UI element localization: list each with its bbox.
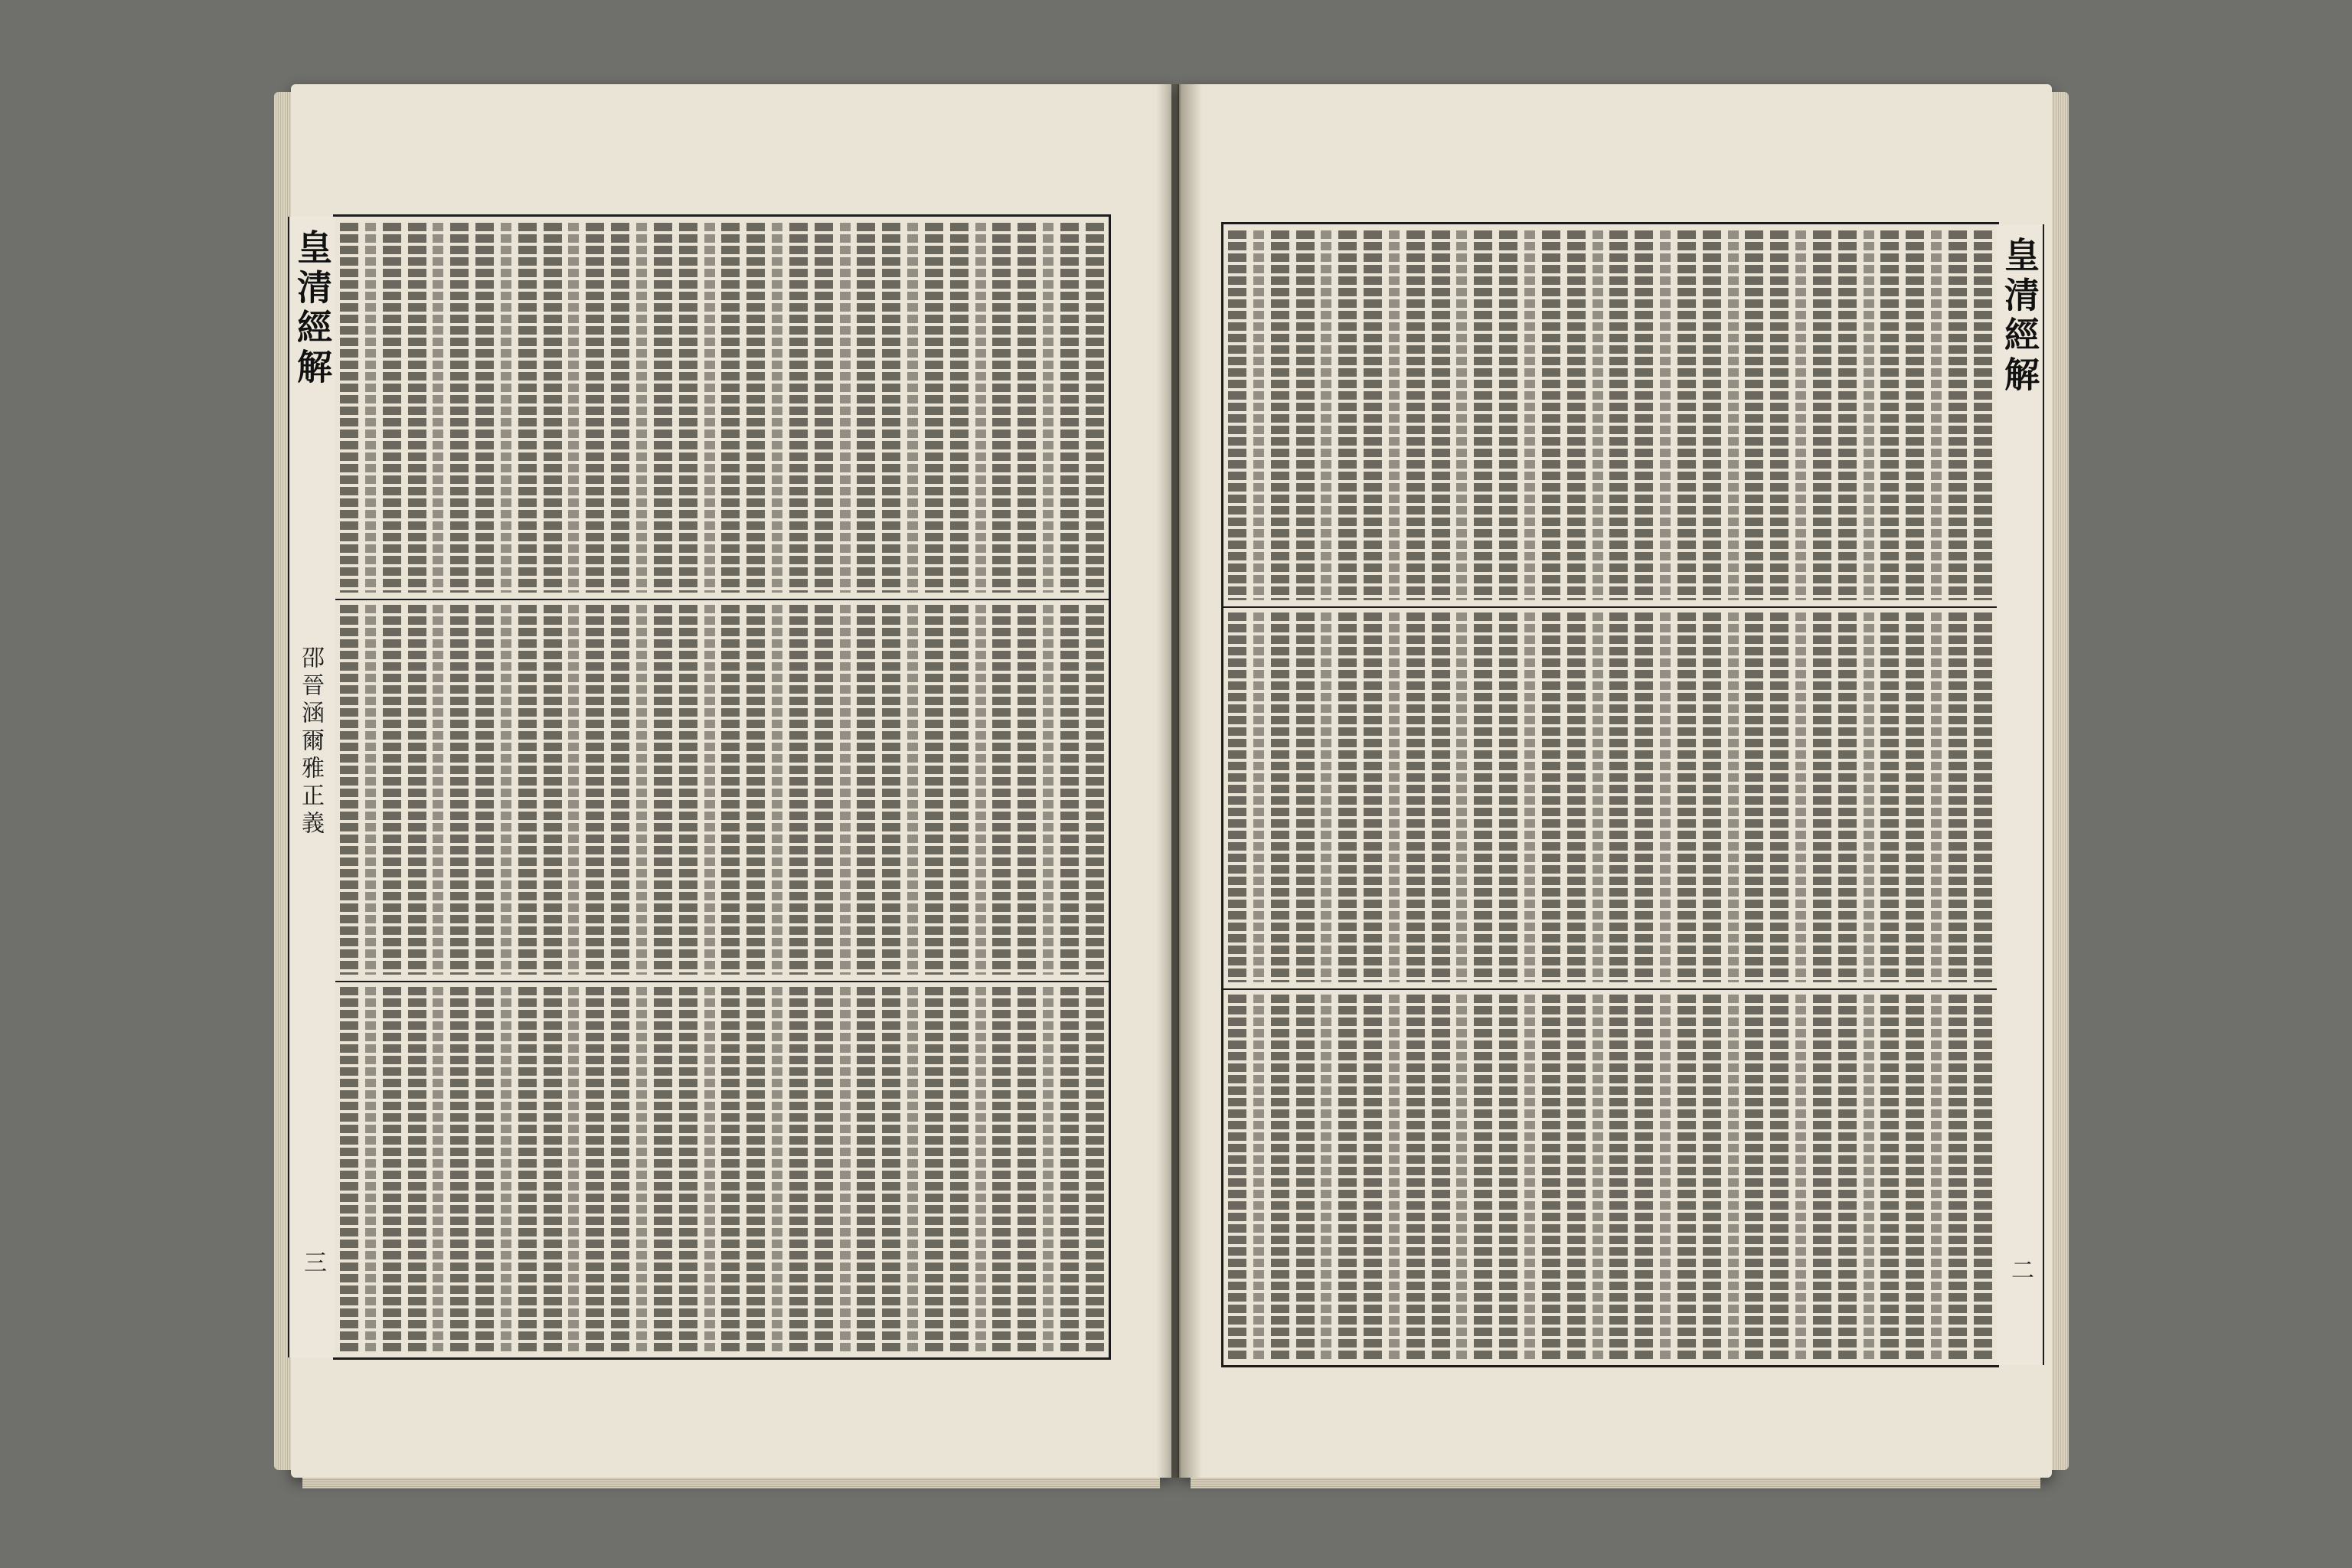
text-column <box>789 987 808 1351</box>
text-column <box>475 605 494 975</box>
text-column <box>1728 995 1739 1359</box>
gutter <box>1156 84 1202 1478</box>
right-page-edge <box>2052 92 2069 1470</box>
text-column <box>1364 230 1382 600</box>
text-column <box>586 605 604 975</box>
text-column <box>1228 995 1246 1359</box>
text-column <box>840 987 851 1351</box>
text-column <box>1086 605 1104 975</box>
text-column <box>1338 230 1357 600</box>
text-column <box>1271 612 1289 982</box>
text-column <box>1864 230 1874 600</box>
text-column <box>1609 995 1628 1359</box>
text-column <box>840 223 851 593</box>
text-column <box>1432 230 1450 600</box>
text-column <box>992 987 1011 1351</box>
text-column <box>1931 995 1942 1359</box>
left-folio: 三 <box>299 1250 326 1273</box>
text-column <box>907 987 918 1351</box>
text-column <box>789 605 808 975</box>
text-column <box>1524 612 1535 982</box>
text-column <box>704 987 715 1351</box>
text-column <box>1321 612 1331 982</box>
text-column <box>772 223 782 593</box>
text-column <box>1880 995 1899 1359</box>
text-column <box>1456 995 1467 1359</box>
right-bottom-edge <box>1191 1478 2040 1488</box>
text-column <box>1974 612 1992 982</box>
text-column <box>611 223 629 593</box>
text-column <box>636 987 647 1351</box>
text-column <box>975 223 986 593</box>
right-book-title: 皇清經解 <box>1999 237 2040 396</box>
text-column <box>1060 987 1079 1351</box>
text-column <box>450 987 469 1351</box>
text-column <box>925 223 943 593</box>
text-column <box>721 223 740 593</box>
text-column <box>383 223 401 593</box>
text-column <box>882 223 900 593</box>
text-column <box>1406 612 1425 982</box>
text-column <box>1703 995 1721 1359</box>
text-column <box>1542 612 1560 982</box>
text-column <box>611 605 629 975</box>
text-column <box>815 223 833 593</box>
text-column <box>857 987 875 1351</box>
text-column <box>679 223 697 593</box>
text-column <box>1770 612 1788 982</box>
text-column <box>1745 995 1763 1359</box>
text-column <box>1389 612 1400 982</box>
text-column <box>746 223 765 593</box>
text-column <box>1474 612 1492 982</box>
text-column <box>1677 230 1696 600</box>
text-column <box>1635 230 1653 600</box>
text-column <box>1060 223 1079 593</box>
text-column <box>1321 230 1331 600</box>
text-column <box>1592 612 1603 982</box>
text-column <box>1795 995 1806 1359</box>
text-column <box>1456 230 1467 600</box>
text-column <box>925 987 943 1351</box>
text-column <box>679 987 697 1351</box>
text-column <box>1609 230 1628 600</box>
right-folio: 二 <box>2007 1258 2034 1281</box>
text-column <box>1677 995 1696 1359</box>
open-book <box>291 84 2052 1478</box>
text-column <box>340 605 358 975</box>
text-column <box>636 223 647 593</box>
text-column <box>433 605 443 975</box>
right-band-1 <box>1228 230 1992 600</box>
text-column <box>1432 995 1450 1359</box>
text-column <box>1813 230 1831 600</box>
text-column <box>1228 612 1246 982</box>
text-column <box>1499 230 1517 600</box>
text-column <box>679 605 697 975</box>
text-column <box>1906 612 1924 982</box>
text-column <box>1338 995 1357 1359</box>
text-column <box>1271 230 1289 600</box>
text-column <box>475 987 494 1351</box>
right-title-strip <box>1997 224 2044 1365</box>
text-column <box>568 605 579 975</box>
text-column <box>704 223 715 593</box>
text-column <box>1542 230 1560 600</box>
text-column <box>408 605 426 975</box>
text-column <box>1949 995 1967 1359</box>
text-column <box>950 605 969 975</box>
text-column <box>1906 995 1924 1359</box>
text-column <box>365 987 376 1351</box>
text-column <box>1253 995 1264 1359</box>
text-column <box>1635 612 1653 982</box>
text-column <box>1406 230 1425 600</box>
text-column <box>704 605 715 975</box>
text-column <box>1838 612 1857 982</box>
text-column <box>1864 995 1874 1359</box>
text-column <box>815 605 833 975</box>
text-column <box>857 605 875 975</box>
left-divider-1 <box>335 599 1109 600</box>
text-column <box>1364 995 1382 1359</box>
text-column <box>975 987 986 1351</box>
text-column <box>1813 612 1831 982</box>
text-column <box>586 987 604 1351</box>
text-column <box>1567 230 1586 600</box>
right-divider-2 <box>1223 988 1997 990</box>
left-page <box>291 84 1171 1478</box>
text-column <box>1770 230 1788 600</box>
text-column <box>383 987 401 1351</box>
text-column <box>882 987 900 1351</box>
text-column <box>746 987 765 1351</box>
text-column <box>365 223 376 593</box>
text-column <box>1043 605 1054 975</box>
left-book-title: 皇清經解 <box>292 229 333 388</box>
text-column <box>518 987 537 1351</box>
text-column <box>857 223 875 593</box>
text-column <box>1456 612 1467 982</box>
text-column <box>568 987 579 1351</box>
text-column <box>1086 223 1104 593</box>
text-column <box>1018 987 1036 1351</box>
text-column <box>408 223 426 593</box>
text-column <box>1949 612 1967 982</box>
text-column <box>721 987 740 1351</box>
text-column <box>1745 612 1763 982</box>
text-column <box>882 605 900 975</box>
text-column <box>1253 230 1264 600</box>
right-page <box>1179 84 2052 1478</box>
text-column <box>365 605 376 975</box>
text-column <box>636 605 647 975</box>
text-column <box>1474 995 1492 1359</box>
text-column <box>1880 230 1899 600</box>
text-column <box>340 223 358 593</box>
text-column <box>975 605 986 975</box>
left-text-frame <box>292 214 1111 1360</box>
text-column <box>450 223 469 593</box>
text-column <box>1567 612 1586 982</box>
text-column <box>1931 612 1942 982</box>
text-column <box>1728 612 1739 982</box>
text-column <box>1703 612 1721 982</box>
text-column <box>1432 612 1450 982</box>
text-column <box>840 605 851 975</box>
text-column <box>654 223 672 593</box>
text-column <box>789 223 808 593</box>
left-bottom-edge <box>302 1478 1160 1488</box>
text-column <box>544 605 562 975</box>
text-column <box>501 987 511 1351</box>
text-column <box>518 223 537 593</box>
text-column <box>1974 230 1992 600</box>
text-column <box>450 605 469 975</box>
text-column <box>1018 605 1036 975</box>
text-column <box>433 987 443 1351</box>
text-column <box>1253 612 1264 982</box>
text-column <box>1567 995 1586 1359</box>
text-column <box>1838 230 1857 600</box>
text-column <box>501 605 511 975</box>
text-column <box>1660 995 1671 1359</box>
right-band-3 <box>1228 995 1992 1359</box>
text-column <box>1813 995 1831 1359</box>
text-column <box>1795 230 1806 600</box>
left-band-3 <box>340 987 1104 1351</box>
text-column <box>433 223 443 593</box>
text-column <box>1660 612 1671 982</box>
text-column <box>1906 230 1924 600</box>
text-column <box>1703 230 1721 600</box>
text-column <box>1364 612 1382 982</box>
text-column <box>925 605 943 975</box>
text-column <box>815 987 833 1351</box>
text-column <box>1338 612 1357 982</box>
text-column <box>1974 995 1992 1359</box>
text-column <box>1864 612 1874 982</box>
text-column <box>1880 612 1899 982</box>
text-column <box>1677 612 1696 982</box>
text-column <box>1043 223 1054 593</box>
text-column <box>907 605 918 975</box>
text-column <box>1838 995 1857 1359</box>
text-column <box>1660 230 1671 600</box>
text-column <box>1296 612 1315 982</box>
text-column <box>475 223 494 593</box>
text-column <box>992 605 1011 975</box>
text-column <box>568 223 579 593</box>
text-column <box>1228 230 1246 600</box>
text-column <box>340 987 358 1351</box>
text-column <box>1949 230 1967 600</box>
text-column <box>1542 995 1560 1359</box>
text-column <box>950 223 969 593</box>
text-column <box>1499 612 1517 982</box>
text-column <box>544 987 562 1351</box>
text-column <box>518 605 537 975</box>
text-column <box>1931 230 1942 600</box>
text-column <box>1086 987 1104 1351</box>
text-column <box>1524 995 1535 1359</box>
text-column <box>1296 230 1315 600</box>
text-column <box>1592 230 1603 600</box>
text-column <box>1406 995 1425 1359</box>
text-column <box>586 223 604 593</box>
text-column <box>1795 612 1806 982</box>
left-divider-2 <box>335 981 1109 982</box>
text-column <box>1745 230 1763 600</box>
text-column <box>1296 995 1315 1359</box>
text-column <box>1609 612 1628 982</box>
text-column <box>1389 230 1400 600</box>
text-column <box>772 987 782 1351</box>
text-column <box>1499 995 1517 1359</box>
right-divider-1 <box>1223 606 1997 608</box>
text-column <box>611 987 629 1351</box>
text-column <box>1271 995 1289 1359</box>
text-column <box>1524 230 1535 600</box>
text-column <box>992 223 1011 593</box>
text-column <box>1043 987 1054 1351</box>
text-column <box>1728 230 1739 600</box>
right-band-2 <box>1228 612 1992 982</box>
text-column <box>1474 230 1492 600</box>
left-section-title: 邵晉涵爾雅正義 <box>297 645 324 838</box>
text-column <box>501 223 511 593</box>
text-column <box>1389 995 1400 1359</box>
left-band-2 <box>340 605 1104 975</box>
text-column <box>544 223 562 593</box>
right-text-frame <box>1221 222 2040 1367</box>
text-column <box>1060 605 1079 975</box>
text-column <box>746 605 765 975</box>
text-column <box>1018 223 1036 593</box>
text-column <box>1321 995 1331 1359</box>
text-column <box>907 223 918 593</box>
text-column <box>772 605 782 975</box>
text-column <box>408 987 426 1351</box>
text-column <box>721 605 740 975</box>
text-column <box>950 987 969 1351</box>
left-band-1 <box>340 223 1104 593</box>
text-column <box>654 987 672 1351</box>
text-column <box>1635 995 1653 1359</box>
text-column <box>654 605 672 975</box>
text-column <box>383 605 401 975</box>
text-column <box>1592 995 1603 1359</box>
text-column <box>1770 995 1788 1359</box>
